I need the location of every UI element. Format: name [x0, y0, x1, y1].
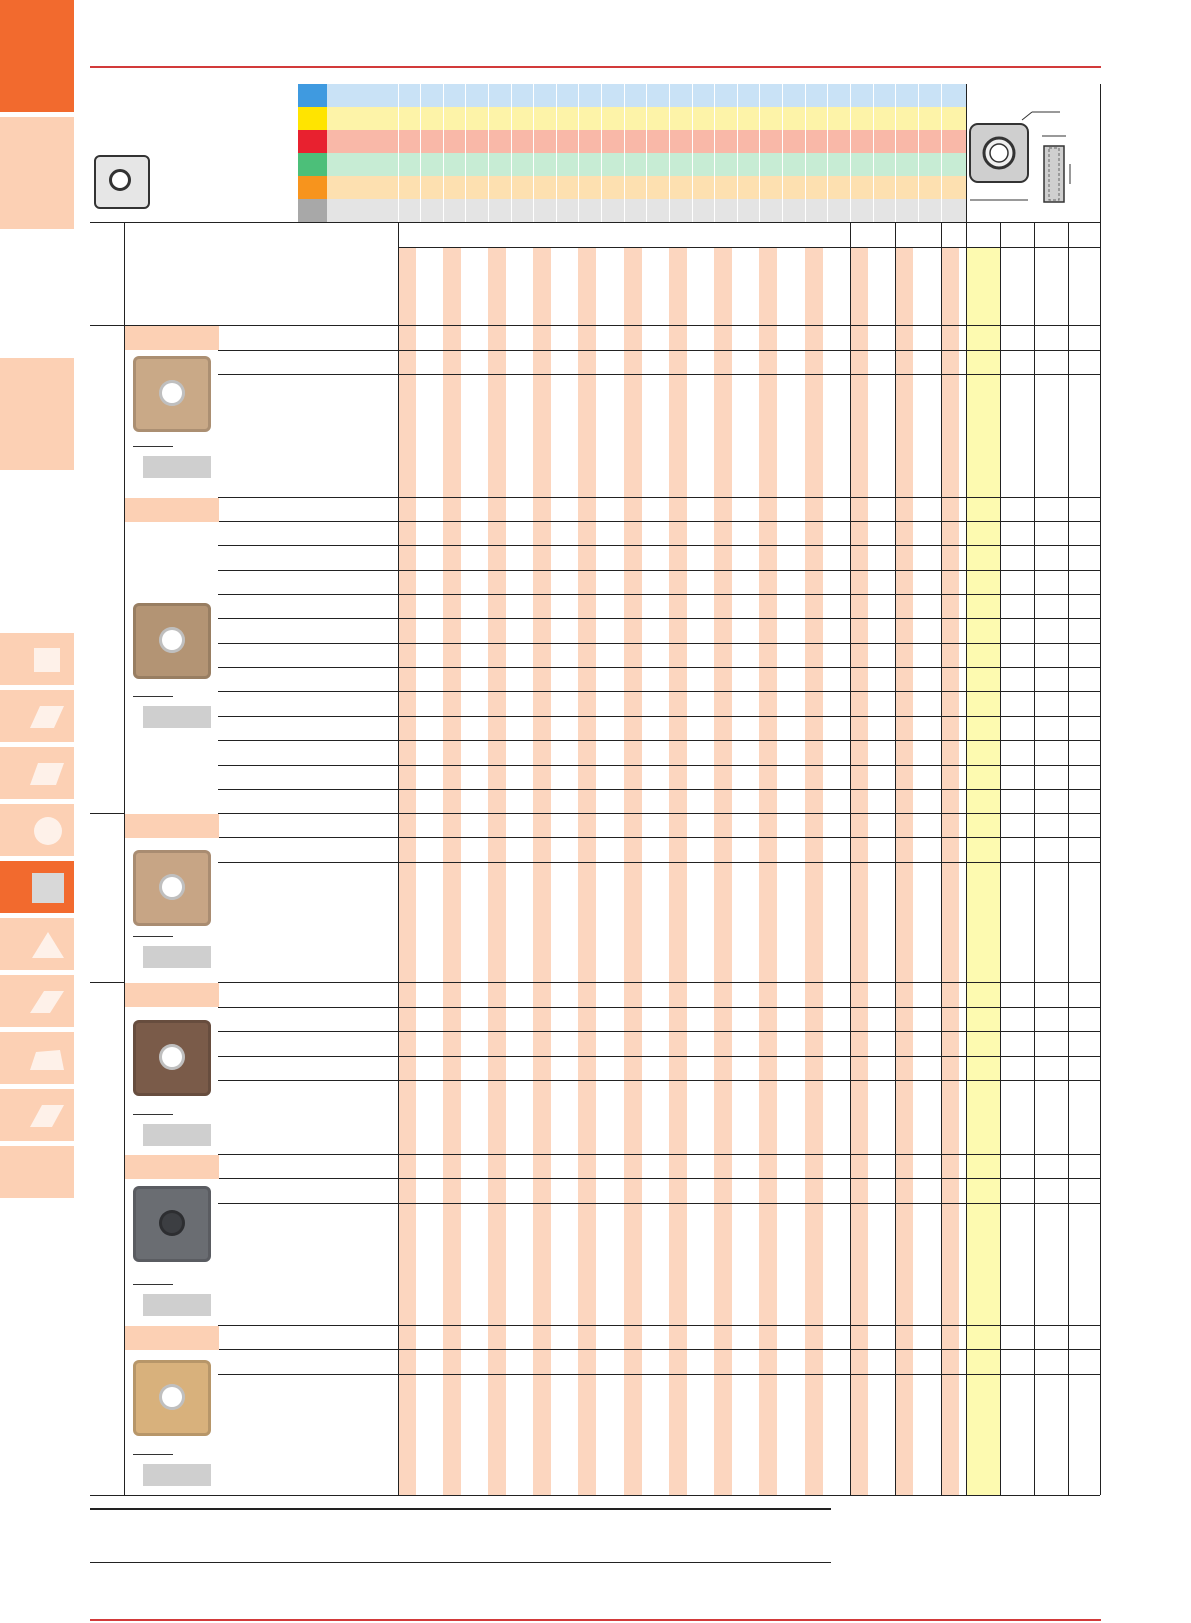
square-insert-icon — [30, 645, 64, 675]
sidebar-tab-blank[interactable] — [0, 1146, 74, 1198]
chipbreaker-group-label — [125, 814, 219, 838]
table-row-line — [218, 789, 1100, 790]
material-grid-line — [873, 84, 874, 222]
insert-hole-icon — [159, 1044, 185, 1070]
table-row-line — [218, 837, 1100, 838]
footnote-rule — [90, 1508, 831, 1510]
workpiece-profile-icon — [143, 706, 211, 728]
chipbreaker-profile-icon — [133, 1108, 211, 1146]
table-row-line — [218, 1031, 1100, 1032]
grade-column-stripe — [669, 248, 687, 1495]
material-grid-line — [488, 84, 489, 222]
grade-column-stripe — [624, 248, 642, 1495]
table-column-line — [124, 222, 125, 1495]
sidebar-tab-wedge[interactable] — [0, 1089, 74, 1141]
material-grid-line — [624, 84, 625, 222]
grade-column-stripe — [488, 248, 506, 1495]
table-bottom-line — [90, 1495, 1100, 1496]
dimension-line-icon — [133, 1114, 173, 1115]
grade-column-stripe — [895, 248, 913, 1495]
table-subheader-line — [398, 247, 1100, 248]
table-row-line — [218, 982, 1100, 983]
insert-hole-icon — [159, 874, 185, 900]
table-right-line — [1100, 84, 1101, 1495]
table-row-line — [218, 1349, 1100, 1350]
group-separator-line — [90, 982, 125, 983]
chipbreaker-insert-icon — [133, 356, 211, 432]
workpiece-profile-icon — [143, 1464, 211, 1486]
table-row-line — [218, 594, 1100, 595]
table-row-line — [218, 862, 1100, 863]
grade-column-stripe — [805, 248, 823, 1495]
dimension-line-icon — [133, 1454, 173, 1455]
table-row-line — [218, 1178, 1100, 1179]
table-row-line — [218, 521, 1100, 522]
highlight-column — [966, 248, 1000, 1495]
material-grid-line — [918, 84, 919, 222]
table-row-line — [218, 691, 1100, 692]
sidebar-section-block — [0, 358, 74, 470]
square-insert-icon — [30, 873, 64, 903]
material-grid-line — [533, 84, 534, 222]
sidebar-tab-trigon[interactable] — [0, 1032, 74, 1084]
table-column-line — [1034, 222, 1035, 1495]
dimension-line-icon — [133, 1284, 173, 1285]
table-top-line — [90, 222, 1100, 223]
sidebar-tab-square[interactable] — [0, 633, 74, 685]
chipbreaker-insert-icon — [133, 850, 211, 926]
workpiece-profile-icon — [143, 946, 211, 968]
insert-hole-icon — [159, 1384, 185, 1410]
table-column-line — [1068, 222, 1069, 1495]
table-row-line — [218, 1374, 1100, 1375]
material-grid-line — [511, 84, 512, 222]
material-grid-line — [895, 84, 896, 222]
table-row-line — [218, 1203, 1100, 1204]
table-column-line — [941, 222, 942, 1495]
material-swatch-hardened — [298, 199, 327, 222]
sidebar-tab-diamond[interactable] — [0, 975, 74, 1027]
material-grid-line — [556, 84, 557, 222]
chipbreaker-group-label — [125, 1155, 219, 1179]
sidebar-tab-rhombus[interactable] — [0, 747, 74, 799]
table-header-bottom-line — [90, 325, 1100, 326]
material-swatch-steel — [298, 84, 327, 107]
material-swatch-heat-resistant — [298, 176, 327, 199]
chipbreaker-insert-icon — [133, 603, 211, 679]
dimension-line-icon — [133, 696, 173, 697]
table-row-line — [218, 643, 1100, 644]
bottom-rule — [90, 1619, 1101, 1621]
grade-column-stripe — [941, 248, 959, 1495]
grade-column-stripe — [398, 248, 416, 1495]
trigon-insert-icon — [30, 1044, 64, 1074]
table-row-line — [218, 813, 1100, 814]
material-grid-line — [941, 84, 942, 222]
top-rule — [90, 66, 1101, 68]
table-row-line — [218, 765, 1100, 766]
grade-column-stripe — [533, 248, 551, 1495]
workpiece-profile-icon — [143, 1124, 211, 1146]
material-grid-line — [420, 84, 421, 222]
insert-hole-icon — [159, 1210, 185, 1236]
chipbreaker-insert-icon — [133, 1186, 211, 1262]
material-grid-line — [827, 84, 828, 222]
triangle-insert-icon — [30, 930, 64, 960]
table-row-line — [218, 618, 1100, 619]
grade-column-stripe — [714, 248, 732, 1495]
material-grid-line — [850, 84, 851, 222]
material-grid-line — [669, 84, 670, 222]
table-row-line — [218, 1056, 1100, 1057]
group-separator-line — [90, 813, 125, 814]
material-grid-line — [805, 84, 806, 222]
table-row-line — [218, 716, 1100, 717]
chipbreaker-profile-icon — [133, 690, 211, 728]
chipbreaker-group-label — [125, 1326, 219, 1350]
material-grid-line — [465, 84, 466, 222]
material-grid-line — [646, 84, 647, 222]
table-row-line — [218, 1154, 1100, 1155]
table-row-line — [218, 497, 1100, 498]
material-grid-line — [601, 84, 602, 222]
grade-column-stripe — [850, 248, 868, 1495]
group-separator-line — [90, 325, 125, 326]
material-grid-line — [759, 84, 760, 222]
table-row-line — [218, 667, 1100, 668]
material-grid-line — [737, 84, 738, 222]
workpiece-profile-icon — [143, 1294, 211, 1316]
material-swatch-non-ferrous — [298, 153, 327, 176]
material-swatch-stainless — [298, 107, 327, 130]
chipbreaker-group-label — [125, 326, 219, 350]
table-row-line — [218, 1325, 1100, 1326]
table-row-line — [218, 570, 1100, 571]
material-grid-line — [692, 84, 693, 222]
material-grid-line — [398, 84, 399, 222]
dimension-line-icon — [133, 446, 173, 447]
chipbreaker-profile-icon — [133, 440, 211, 478]
material-grid-line — [443, 84, 444, 222]
sidebar-tab-triangle[interactable] — [0, 918, 74, 970]
sidebar-top-accent — [0, 0, 74, 112]
grade-column-stripe — [759, 248, 777, 1495]
chipbreaker-insert-icon — [133, 1360, 211, 1436]
table-column-line — [850, 222, 851, 1495]
parallelogram-insert-icon — [30, 702, 64, 732]
material-swatch-cast-iron — [298, 130, 327, 153]
table-row-line — [218, 374, 1100, 375]
chipbreaker-group-label — [125, 983, 219, 1007]
material-grid-line — [578, 84, 579, 222]
grade-column-stripe — [443, 248, 461, 1495]
table-row-line — [218, 350, 1100, 351]
dimension-line-icon — [133, 936, 173, 937]
table-row-line — [218, 1080, 1100, 1081]
table-row-line — [218, 1007, 1100, 1008]
sidebar-section-block — [0, 117, 74, 229]
chipbreaker-profile-icon — [133, 930, 211, 968]
chipbreaker-profile-icon — [133, 1278, 211, 1316]
table-column-line — [1000, 222, 1001, 1495]
material-grid-line — [714, 84, 715, 222]
table-column-line — [398, 222, 399, 1495]
sidebar-tab-round[interactable] — [0, 804, 74, 856]
table-column-line — [966, 222, 967, 1495]
table-column-line — [895, 222, 896, 1495]
sidebar-tab-square-active[interactable] — [0, 861, 74, 913]
sidebar-tab-parallelogram[interactable] — [0, 690, 74, 742]
insert-hole-icon — [159, 380, 185, 406]
grade-column-stripe — [578, 248, 596, 1495]
rhombus-insert-icon — [30, 759, 64, 789]
table-row-line — [218, 545, 1100, 546]
chipbreaker-profile-icon — [133, 1448, 211, 1486]
wedge-insert-icon — [30, 1101, 64, 1131]
footnote-rule — [90, 1562, 831, 1563]
insert-hole-icon — [159, 627, 185, 653]
header-right-line — [966, 84, 967, 222]
square-insert-icon — [94, 155, 150, 209]
round-insert-icon — [30, 816, 64, 846]
workpiece-profile-icon — [143, 456, 211, 478]
material-grid-line — [782, 84, 783, 222]
diamond-insert-icon — [30, 987, 64, 1017]
chipbreaker-insert-icon — [133, 1020, 211, 1096]
table-row-line — [218, 740, 1100, 741]
dimension-drawing-icon — [966, 108, 1076, 208]
chipbreaker-group-label — [125, 498, 219, 522]
